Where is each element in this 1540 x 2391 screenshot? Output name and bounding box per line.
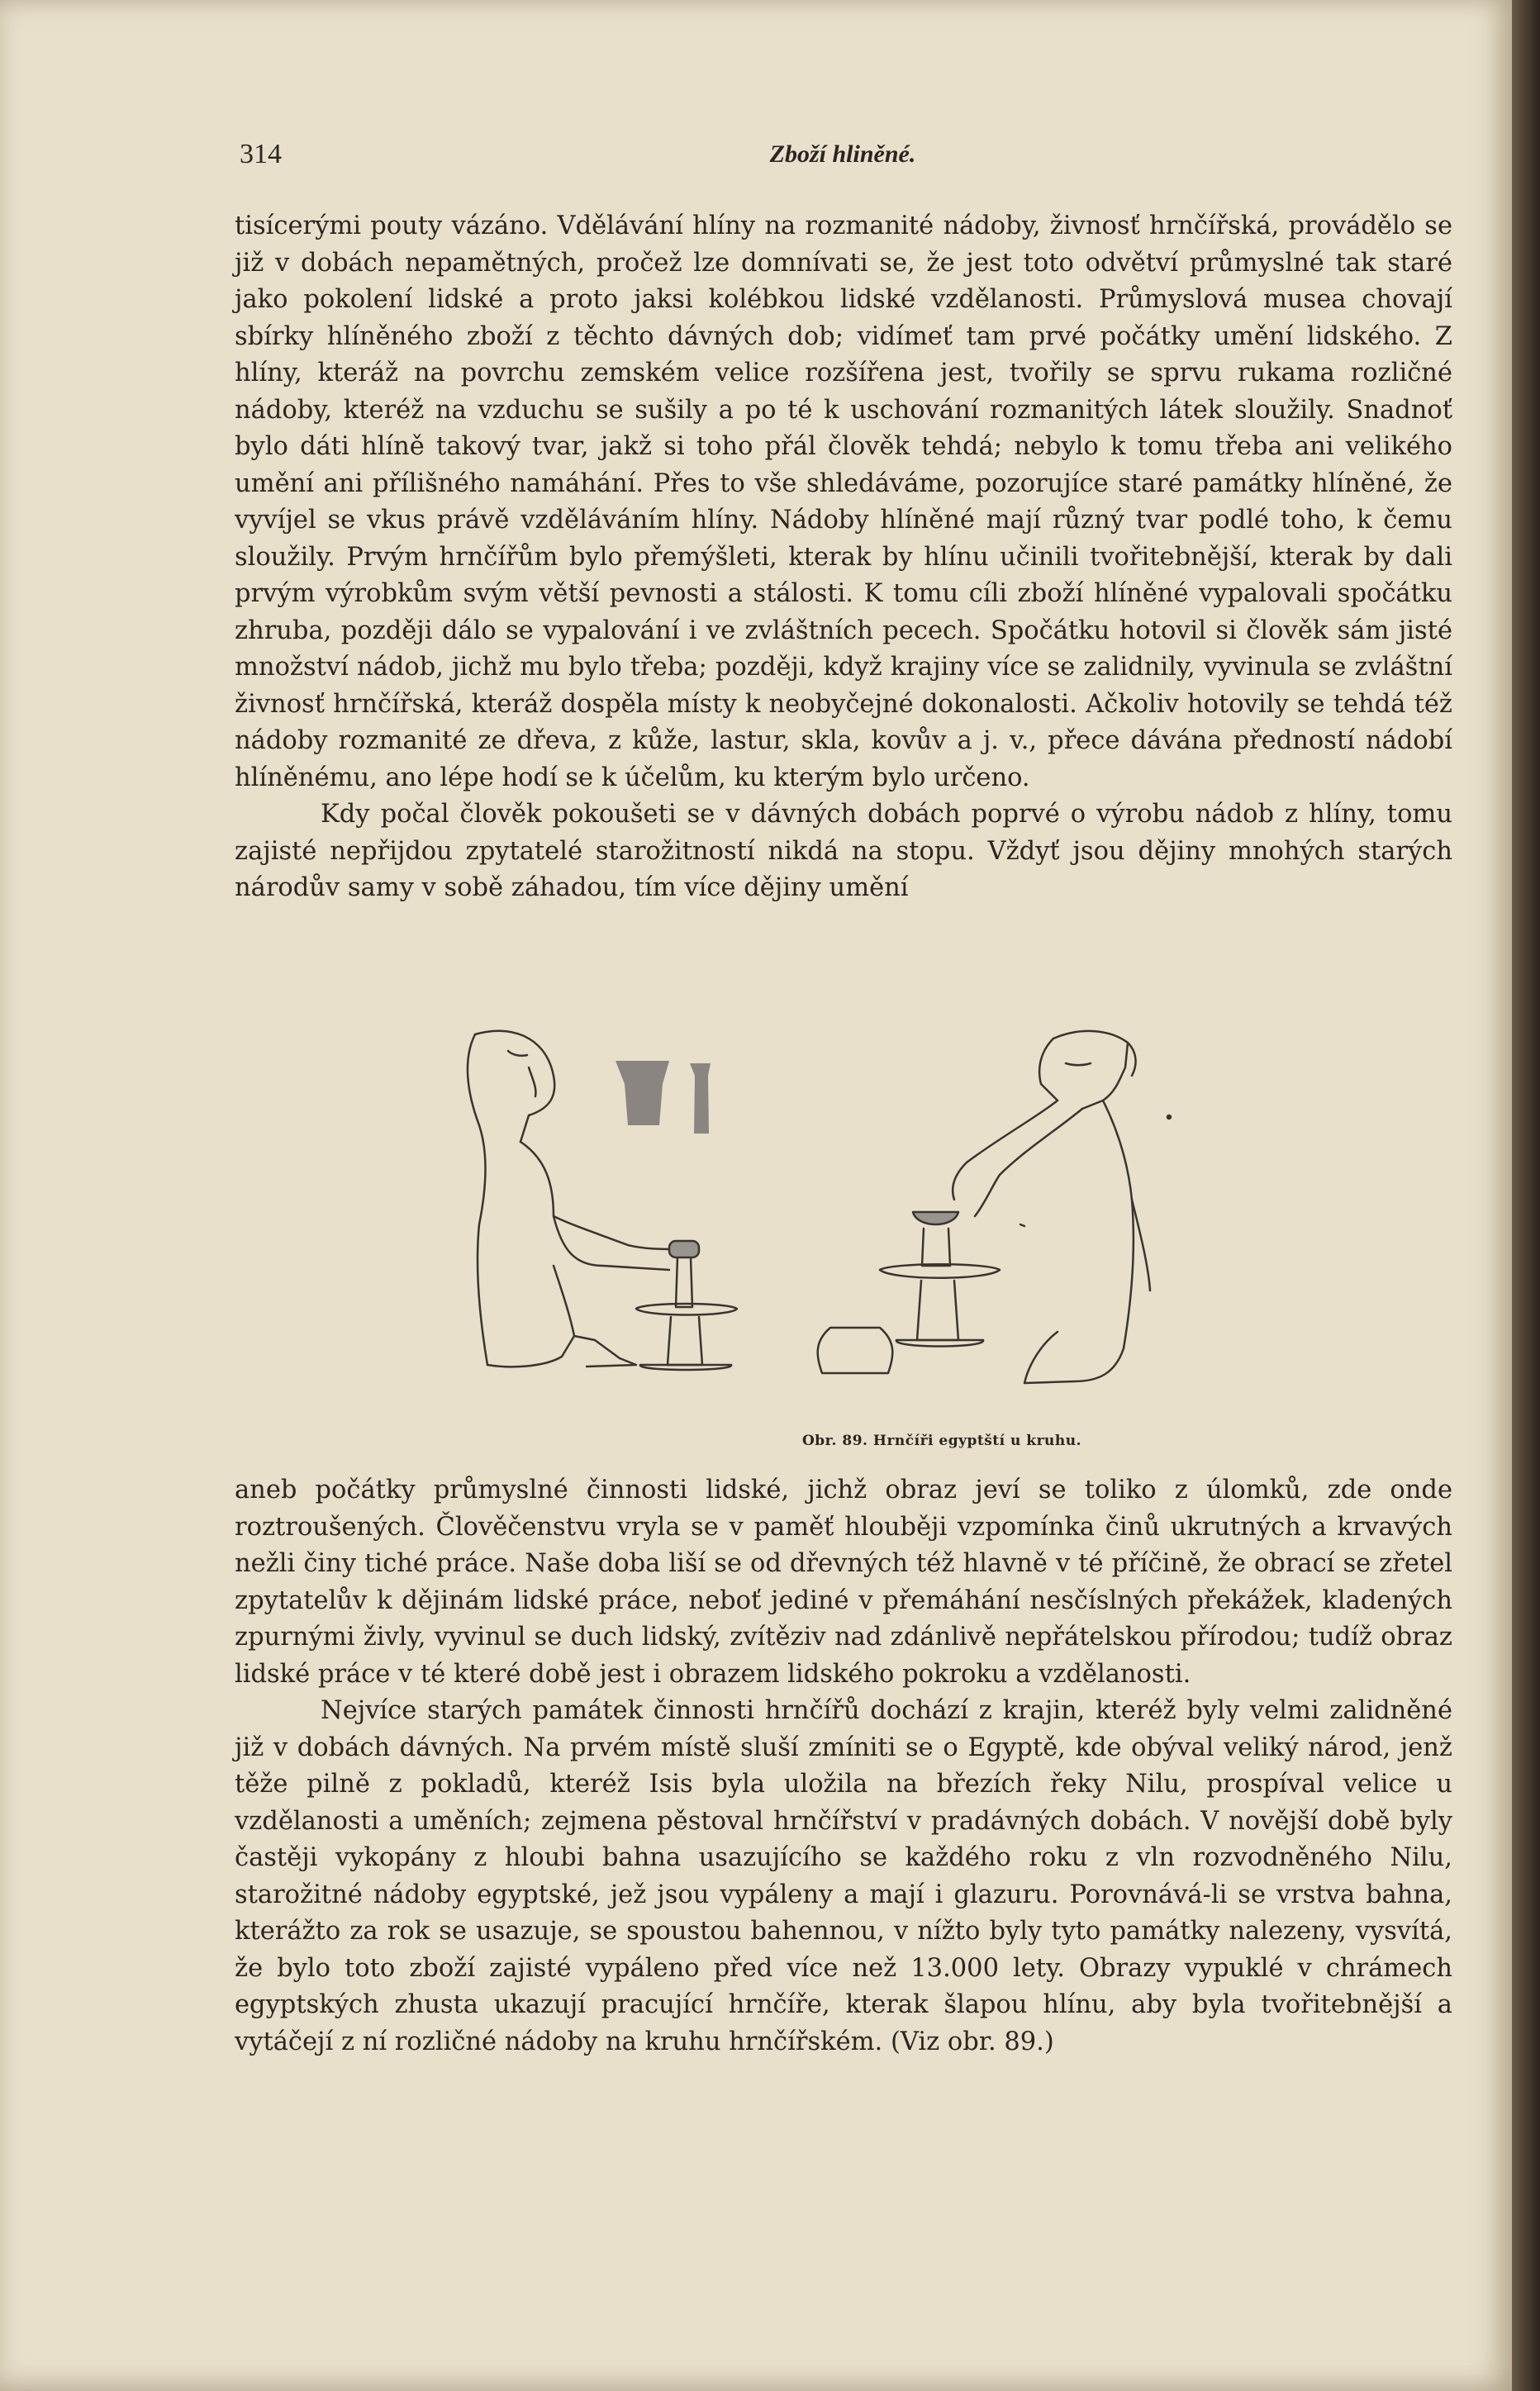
clay-vessel-floor xyxy=(818,1328,893,1373)
right-potter-figure xyxy=(953,1031,1150,1383)
paragraph: tisícerými pouty vázáno. Vdělávání hlíny na rozmanité nádoby, živnosť hrnčířská, provádělo se již v dobách nepamětných, pročež lze domnívati se, že jest toto odvětví průmyslné tak staré jako pokolení lidské a proto jaksi kolébkou lidské vzdělanosti. Průmyslová musea chovají sbírky hlíněného zboží z těchto dávných dob; vidímeť tam prvé počátky umění lidského. Z hlíny, kteráž na povrchu zemském velice rozšířena jest, tvořily se sprvu rukama rozličné nádoby, kteréž na vzduchu se sušily a po té k uschování rozmanitých látek sloužily. Snadnoť bylo dáti hlíně takový tvar, jakž si toho přál člověk tehdá; nebylo k tomu třeba ani velikého umění ani přílišného namáhání. Přes to vše shledáváme, pozorujíce staré památky hlíněné, že vyvíjel se vkus právě vzděláváním hlíny. Nádoby hlíněné mají různý tvar podlé toho, k čemu sloužily. Prvým hrnčířům bylo přemýšleti, kterak by hlínu učinili tvořitebnější, kterak by dali prvým výrobkům svým větší pevnosti a stálosti. K tomu cíli zboží hlíněné vypalovali spočátku zhruba, později dálo se vypalování i ve zvláštních pecech. Spočátku hotovil si člověk sám jisté množství nádob, jichž mu bylo třeba; později, když krajiny více se zalidnily, vyvinula se zvláštní živnosť hrnčířská, kteráž dospěla místy k neobyčejné dokonalosti. Ačkoliv hotovily se tehdá též nádoby rozmanité ze dřeva, z kůže, lastur, skla, kovův a j. v., přece dávána předností nádobí hlíněnému, ano lépe hodí se k účelům, ku kterým bylo určeno. xyxy=(235,212,1452,792)
left-potters-wheel xyxy=(636,1241,737,1370)
page-number: 314 xyxy=(240,139,282,169)
page-header xyxy=(240,139,1438,172)
vessels-upper xyxy=(616,1061,711,1134)
body-text-top xyxy=(235,208,1452,907)
running-head: Zboží hliněné. xyxy=(769,140,916,168)
book-spine-shadow xyxy=(1512,0,1540,2391)
body-text-bottom xyxy=(235,1472,1452,2061)
paragraph: aneb počátky průmyslné činnosti lidské, jichž obraz jeví se toliko z úlomků, zde onde roztroušených. Člověčenstvu vryla se v paměť hlouběji vzpomínka činů ukrutných a krvavých nežli činy tiché práce. Naše doba liší se od dřevných též hlavně v té příčině, že obrací se zřetel zpytatelův k dějinám lidské práce, neboť jediné v přemáhání nesčíslných překážek, kladených zpurnými živly, vyvinul se duch lidský, zvítěziv nad zdánlivě nepřátelskou přírodou; tudíž obraz lidské práce v té které době jest i obrazem lidského pokroku a vzdělanosti. xyxy=(235,1476,1452,1689)
figure-egyptian-potters xyxy=(430,1018,1454,1447)
potters-illustration xyxy=(430,1018,1454,1431)
figure-caption: Obr. 89. Hrnčíři egyptští u kruhu. xyxy=(801,1433,1082,1449)
paragraph: Nejvíce starých památek činnosti hrnčířů dochází z krajin, kteréž byly velmi zalidněné již v dobách dávných. Na prvém místě sluší zmíniti se o Egyptě, kde obýval veliký národ, jenž těže pilně z pokladů, kteréž Isis byla uložila na březích řeky Nilu, prospíval velice u vzdělanosti a uměních; zejmena pěstoval hrnčířství v pradávných dobách. V novější době byly častěji vykopány z hloubi bahna usazujícího se každého roku z vln rozvodněného Nilu, starožitné nádoby egyptské, jež jsou vypáleny a mají i glazuru. Porovnává-li se vrstva bahna, kterážto za rok se usazuje, se spoustou bahennou, v nížto byly tyto památky nalezeny, vysvítá, že bylo toto zboží zajisté vypáleno před více než 13.000 lety. Obrazy vypuklé v chrámech egyptských zhusta ukazují pracující hrnčíře, kterak šlapou hlínu, aby byla tvořitebnější a vytáčejí z ní rozličné nádoby na kruhu hrnčířském. (Viz obr. 89.) xyxy=(235,1696,1452,2056)
right-potters-wheel xyxy=(880,1212,1000,1347)
paragraph: Kdy počal člověk pokoušeti se v dávných dobách poprvé o výrobu nádob z hlíny, tomu zajisté nepřijdou zpytatelé starožitností nikdá na stopu. Vždyť jsou dějiny mnohých starých národův samy v sobě záhadou, tím více dějiny umění xyxy=(235,800,1452,902)
